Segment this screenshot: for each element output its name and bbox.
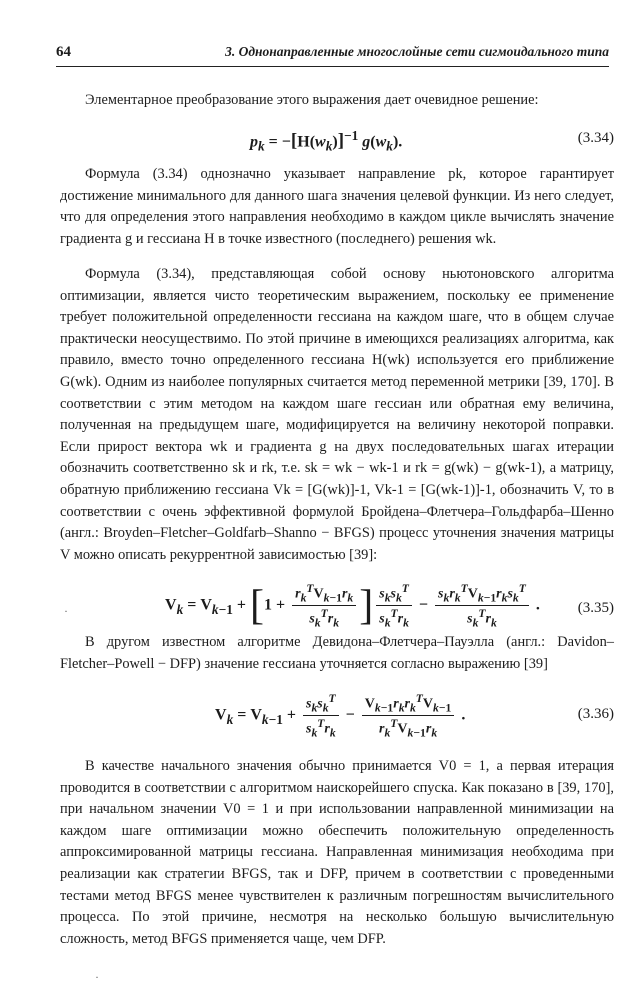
- equation-label: (3.36): [577, 706, 614, 722]
- paragraph-direction: Формула (3.34) однозначно указывает направление pk, которое гарантирует достижение минимального для данного шага значения целевой функции. Из него следует, что для определения этого направления необходимо в каждом цикле вычислять значение градиента g и гессиана H в точке известного (последнего) решения wk.: [60, 166, 614, 247]
- equation-label: (3.35): [577, 600, 614, 616]
- equation-3-36: [60, 690, 614, 746]
- page-number: 64: [56, 44, 71, 60]
- equation-3-34: [60, 124, 614, 154]
- paragraph-newton-method: Формула (3.34), представляющая собой основу ньютоновского алгоритма оптимизации, является чисто теоретическим выражением, поскольку ее применение требует положительной определенности гессиана на каждом шаге, что в общем случае практически неосуществимо. По этой причине в имеющихся реализациях алгоритма, как правило, вместо точно определенного гессиана H(wk) используется его приближение G(wk). Одним из наиболее популярных считается метод переменной метрики [39, 170]. В соответствии с этим методом на каждом шаге гессиан или обратная ему величина, полученная на предыдущем шаге, модифицируется на величину некоторой поправки. Если прирост вектора wk и градиента g на двух последовательных шагах итерации обозначить соответственно sk и rk, т.е. sk = wk − wk-1 и rk = g(wk) − g(wk-1), а матрицу, обратную приближению гессиана Vk = [G(wk)]-1, Vk-1 = [G(wk-1)]-1, обозначить V, то в соответствии с очень эффективной формулой Бройдена–Флетчера–Гольдфарба–Шенно (англ.: Broyden–Fletcher–Goldfarb–Shanno − BFGS) процесс уточнения значения матрицы V можно описать рекуррентной зависимостью [39]:: [60, 266, 614, 563]
- paragraph-intro: Элементарное преобразование этого выражения дает очевидное решение:: [85, 92, 539, 108]
- page-header: [56, 44, 609, 66]
- scan-speck: ·: [64, 604, 68, 618]
- header-rule: [56, 66, 609, 67]
- paragraph-initial-value: В качестве начального значения обычно принимается V0 = 1, а первая итерация проводится в соответствии с алгоритмом наискорейшего спуска. Как показано в [39, 170], при начальном значении V0 = 1 и при использовании направленной минимизации на каждом шаге оптимизации можно обеспечить положительную определенность аппроксимированной матрицы гессиана. Направленная минимизация необходима при реализации как стратегии BFGS, так и DFP, причем в соответствии с проведенными тестами метод BFGS менее чувствителен к различным погрешностям вычислительного процесса. По этой причине, несмотря на несколько большую вычислительную сложность, метод BFGS применяется чаще, чем DFP.: [60, 758, 614, 947]
- running-title: 3. Однонаправленные многослойные сети сигмоидального типа: [225, 44, 609, 59]
- equation-3-35: [60, 580, 614, 640]
- equation-3-35-body: $V_k = V_{k-1} + [1$ + $\frac{r_k^TV_{k-1}r_k}{s_k^Tr_k}$ ] $\frac{s_ks_k^T}{s_k^Tr_k}$ − $\frac{s_kr_k^TV_{k-1}r_ks_k^T}{s_k^Tr_k}$ .: [165, 582, 540, 630]
- equation-label: (3.34): [577, 130, 614, 146]
- equation-3-36-body: $V_k = V_{k-1}$ + $\frac{s_ks_k^T}{s_k^Tr_k}$ − $\frac{V_{k-1}r_kr_k^TV_{k-1}}{r_k^TV_{k-1}r_k}$ .: [215, 692, 466, 740]
- equation-3-34-body: $p_k = -[H(w_k)]^{-1}$ $g(w_k)$.: [250, 128, 403, 154]
- scan-speck: ·: [95, 970, 99, 984]
- paragraph-dfp: В другом известном алгоритме Девидона–Флетчера–Пауэлла (англ.: Davidon–Fletcher–Powell − DFP) значение гессиана уточняется согласно выражению [39]: [60, 634, 614, 672]
